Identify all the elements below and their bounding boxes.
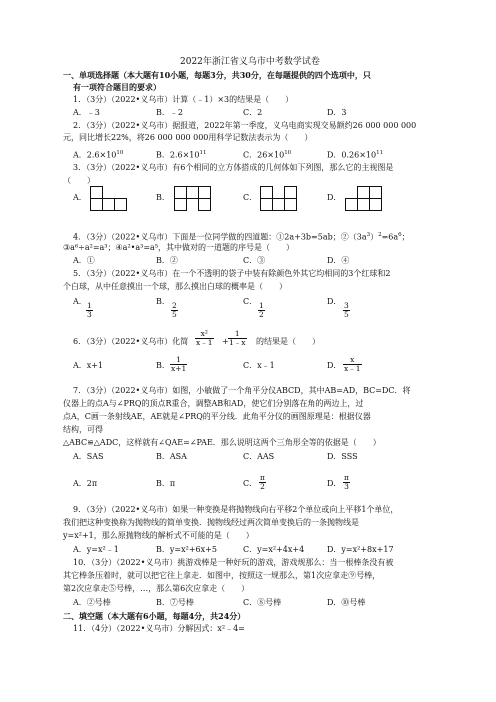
q7-option-d: D．SSS: [327, 452, 358, 461]
q5-option-d-label: D．: [327, 297, 342, 306]
q4-option-c: C．③: [243, 256, 266, 265]
q4-option-d: D．④: [327, 256, 350, 265]
question-7-line-2: 仪器上的点A与∠PRQ的顶点R重合，调整AB和AD，使它们分别落在角的两边上，过: [63, 399, 364, 408]
q7-option-c: C．AAS: [243, 452, 275, 461]
question-5-line-2: 个白球，从中任意摸出一个球，那么摸出白球的概率是（ ）: [63, 282, 287, 291]
q9-option-a: A．y=x²﹣1: [73, 545, 119, 554]
q5-option-c-label: C．: [243, 297, 258, 306]
q5-option-b-fraction: $\frac{2}{5}$: [172, 301, 177, 319]
question-9-line-1: 9．（3分）（2022•义乌市）如果一种变换是将抛物线向右平移2个单位或向上平移1个单位，: [73, 505, 399, 514]
question-2-line-2: 元，同比增长22%，将26 000 000 000用科学记数法表示为（ ）: [63, 133, 313, 142]
q6-plus: +: [222, 337, 229, 346]
question-6-prefix: 6．（3分）（2022•义乌市）化简: [73, 337, 189, 346]
q1-option-c: C．2: [243, 108, 263, 117]
question-10-line-1: 10．（3分）（2022•义乌市）挑游戏棒是一种好玩的游戏，游戏规那么：当一根棒条没有被: [73, 558, 394, 567]
q6-option-b-fraction: $\frac{1}{x+1}$: [171, 355, 187, 373]
question-9-line-2: 我们把这种变换称为抛物线的简单变换．抛物线经过两次简单变换后的一条抛物线是: [63, 518, 359, 527]
page-title: 2022年浙江省义乌市中考数学试卷: [180, 57, 320, 67]
q4-option-b: B．②: [156, 256, 178, 265]
q6-option-a: A．x+1: [73, 361, 104, 370]
question-10-line-3: 第2次应拿走⑤号棒，…，那么第6次应拿走（ ）: [63, 584, 250, 593]
question-7-line-5: △ABC≌△ADC，这样就有∠QAE=∠PAE．那么说明这两个三角形全等的依据是（ ）: [63, 438, 381, 447]
question-3-line-1: 3．（3分）（2022•义乌市）有6个相同的立方体搭成的几何体如下列图，那么它的主视图是: [73, 163, 394, 172]
q5-option-a-fraction: $\frac{1}{3}$: [87, 301, 92, 319]
q1-option-b: B．﹣2: [156, 108, 183, 117]
q3-option-c: C．: [243, 193, 258, 202]
q10-option-b: B．⑦号棒: [156, 598, 194, 607]
q5-option-d-fraction: $\frac{3}{5}$: [344, 301, 349, 319]
q4-option-a: A．①: [73, 256, 95, 265]
question-11: 11．（4分）（2022•义乌市）分解因式：x²﹣4=: [73, 624, 245, 633]
q1-option-d: D．3: [327, 108, 347, 117]
question-7-line-4: 结构，可得: [63, 425, 103, 434]
question-6-suffix: 的结果是（ ）: [256, 337, 320, 346]
q2-option-d: D．$0.26\times 10^{11}$: [327, 150, 384, 160]
q3-option-d: D．: [327, 193, 342, 202]
q6-option-d-fraction: $\frac{x}{x﹣1}$: [344, 355, 361, 373]
q6-option-d-label: D．: [327, 361, 342, 370]
section-heading-1-cont: 有一项符合题目的要求）: [73, 82, 161, 92]
question-4-line-1: 4．（3分）（2022•义乌市）下面是一位同学做的四道题：①2a+3b=5ab；$②(3a^3)^2=6a^6$；: [73, 232, 410, 242]
q8-option-d-label: D．: [327, 479, 342, 488]
question-7-line-3: 点A，C画一条射线AE，AE就是∠PRQ的平分线．此角平分仪的画图原理是：根据仪器: [63, 412, 371, 421]
q8-option-c-fraction: $\frac{\pi}{2}$: [260, 473, 265, 491]
question-3-line-2: （ ）: [63, 176, 95, 185]
question-2-line-1: 2．（3分）（2022•义乌市）据报道，2022年第一季度，义乌电商实现交易额约26 000 000 000: [73, 121, 417, 130]
section-heading-2: 二、填空题（本大题有6小题，每题4分，共24分）: [63, 611, 246, 621]
q8-option-b: B．π: [156, 479, 176, 488]
q6-option-c: C．x﹣1: [243, 361, 275, 370]
q5-option-c-fraction: $\frac{1}{2}$: [259, 301, 264, 319]
question-10-line-2: 其它棒条压着时，就可以把它往上拿走．如图中，按照这一规那么，第1次应拿走⑨号棒，: [63, 571, 381, 580]
q7-option-b: B．ASA: [156, 452, 187, 461]
q8-option-c-label: C．: [243, 479, 258, 488]
q3-option-a: A．: [73, 193, 87, 202]
q9-option-c: C．y=x²+4x+4: [243, 545, 305, 554]
question-9-line-3: y=x²+1，那么原抛物线的解析式不可能的是（ ）: [63, 531, 254, 540]
question-7-line-1: 7．（3分）（2022•义乌市）如图，小敏做了一个角平分仪ABCD，其中AB=AD，BC=DC．将: [73, 386, 411, 395]
q9-option-d: D．y=x²+8x+17: [327, 545, 394, 554]
q10-option-a: A．②号棒: [73, 598, 111, 607]
q1-option-a: A．﹣3: [73, 108, 100, 117]
q10-option-c: C．⑧号棒: [243, 598, 282, 607]
question-1: 1．（3分）（2022•义乌市）计算（﹣1）×3的结果是（ ）: [73, 95, 294, 104]
q3-option-b: B．: [156, 193, 170, 202]
question-4-line-2: ③a⁶÷a²=a³；④a²•a³=a⁵，其中做对的一道题的序号是（ ）: [63, 243, 295, 252]
q7-option-a: A．SAS: [73, 452, 104, 461]
q2-option-a: A．$2.6\times 10^{10}$: [73, 150, 124, 160]
q8-option-d-fraction: $\frac{\pi}{3}$: [344, 473, 349, 491]
q5-option-a-label: A．: [73, 297, 87, 306]
q6-fraction-1: $\frac{\text{x²}}{x﹣1}$: [196, 329, 213, 347]
section-heading-1: 一、单项选择题（本大题有10小题，每题3分，共30分，在每题提供的四个选项中，只: [63, 70, 371, 80]
q10-option-d: D．⑩号棒: [327, 598, 366, 607]
q6-fraction-2: $\frac{1}{1﹣x}$: [229, 329, 246, 347]
q8-option-a: A．2π: [73, 479, 98, 488]
q2-option-c: C．$26\times 10^{10}$: [243, 150, 292, 160]
question-5-line-1: 5．（3分）（2022•义乌市）在一个不透明的袋子中装有除颜色外其它均相同的3个红球和2: [73, 269, 391, 278]
q6-option-b-label: B．: [156, 361, 170, 370]
q9-option-b: B．y=x²+6x+5: [156, 545, 217, 554]
q2-option-b: B．$2.6\times 10^{11}$: [156, 150, 207, 160]
q5-option-b-label: B．: [156, 297, 170, 306]
